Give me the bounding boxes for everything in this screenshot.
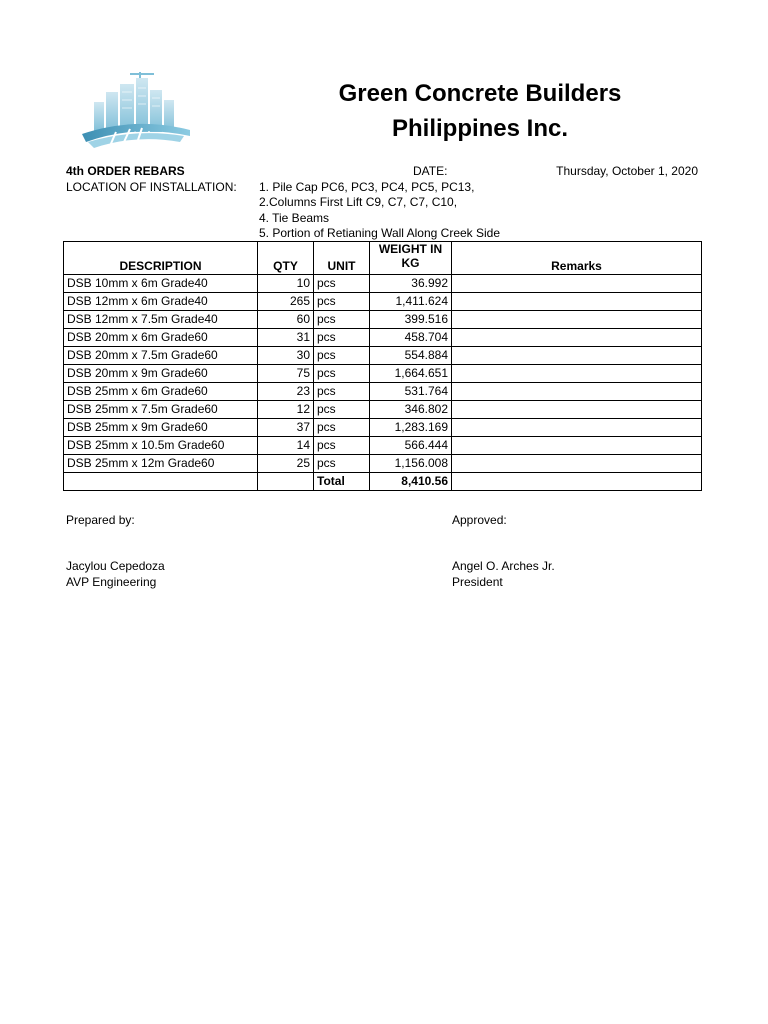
column-header-remarks: Remarks (452, 242, 702, 275)
company-name-line2: Philippines Inc. (391, 115, 569, 142)
cell-remarks (452, 329, 702, 347)
table-row (64, 311, 702, 329)
cell-weight: 399.516 (370, 311, 452, 329)
approved-by-title: President (452, 575, 503, 589)
cell-description: DSB 20mm x 7.5m Grade60 (64, 347, 258, 365)
cell-description: DSB 20mm x 6m Grade60 (64, 329, 258, 347)
cell-description: DSB 25mm x 12m Grade60 (64, 455, 258, 473)
column-header-weight-line1: WEIGHT IN (378, 242, 443, 256)
table-row (64, 365, 702, 383)
approved-by-name: Angel O. Arches Jr. (452, 559, 555, 573)
location-item: 4. Tie Beams (259, 211, 330, 225)
prepared-by-name: Jacylou Cepedoza (66, 559, 165, 573)
table-row (64, 347, 702, 365)
cell-qty: 31 (258, 329, 314, 347)
cell-empty (258, 473, 314, 491)
cell-empty (64, 473, 258, 491)
location-item: 2.Columns First Lift C9, C7, C7, C10, (259, 195, 458, 209)
cell-unit: pcs (314, 347, 370, 365)
cell-unit: pcs (314, 383, 370, 401)
column-header-unit: UNIT (314, 242, 370, 275)
cell-unit: pcs (314, 419, 370, 437)
rebar-order-table (63, 241, 702, 491)
cell-unit: pcs (314, 293, 370, 311)
cell-weight: 1,156.008 (370, 455, 452, 473)
cell-qty: 75 (258, 365, 314, 383)
cell-remarks (452, 437, 702, 455)
cell-weight: 458.704 (370, 329, 452, 347)
location-label: LOCATION OF INSTALLATION: (66, 180, 237, 194)
cell-qty: 23 (258, 383, 314, 401)
date-value: Thursday, October 1, 2020 (556, 164, 698, 178)
cell-qty: 60 (258, 311, 314, 329)
cell-empty (452, 473, 702, 491)
location-item: 1. Pile Cap PC6, PC3, PC4, PC5, PC13, (259, 180, 475, 194)
cell-weight: 531.764 (370, 383, 452, 401)
cell-remarks (452, 455, 702, 473)
cell-weight: 566.444 (370, 437, 452, 455)
table-row (64, 275, 702, 293)
cell-description: DSB 12mm x 7.5m Grade40 (64, 311, 258, 329)
order-title: 4th ORDER REBARS (66, 164, 185, 178)
table-row (64, 455, 702, 473)
column-header-weight-line2: KG (401, 256, 420, 270)
cell-weight: 346.802 (370, 401, 452, 419)
company-name (300, 76, 660, 146)
company-name-line1: Green Concrete Builders (338, 80, 622, 107)
cell-weight: 1,411.624 (370, 293, 452, 311)
table-row (64, 383, 702, 401)
cell-unit: pcs (314, 329, 370, 347)
table-row (64, 329, 702, 347)
cell-weight: 1,664.651 (370, 365, 452, 383)
column-header-qty: QTY (258, 242, 314, 275)
cell-description: DSB 10mm x 6m Grade40 (64, 275, 258, 293)
cell-remarks (452, 383, 702, 401)
cell-weight: 36.992 (370, 275, 452, 293)
cell-qty: 30 (258, 347, 314, 365)
cell-qty: 25 (258, 455, 314, 473)
table-total-row (64, 473, 702, 491)
column-header-weight (370, 242, 452, 275)
table-header-row (64, 242, 702, 275)
prepared-by-label: Prepared by: (66, 513, 135, 527)
cell-remarks (452, 293, 702, 311)
cell-unit: pcs (314, 275, 370, 293)
cell-description: DSB 25mm x 9m Grade60 (64, 419, 258, 437)
cell-remarks (452, 347, 702, 365)
total-label: Total (314, 473, 370, 491)
table-row (64, 293, 702, 311)
cell-description: DSB 25mm x 10.5m Grade60 (64, 437, 258, 455)
cell-remarks (452, 365, 702, 383)
company-logo (80, 72, 192, 152)
column-header-description: DESCRIPTION (64, 242, 258, 275)
cell-qty: 37 (258, 419, 314, 437)
prepared-by-title: AVP Engineering (66, 575, 157, 589)
cell-description: DSB 20mm x 9m Grade60 (64, 365, 258, 383)
approved-label: Approved: (452, 513, 507, 527)
cell-weight: 554.884 (370, 347, 452, 365)
cell-description: DSB 25mm x 6m Grade60 (64, 383, 258, 401)
cell-qty: 265 (258, 293, 314, 311)
cell-remarks (452, 275, 702, 293)
cell-unit: pcs (314, 311, 370, 329)
table-row (64, 419, 702, 437)
cell-weight: 1,283.169 (370, 419, 452, 437)
cell-qty: 14 (258, 437, 314, 455)
city-skyline-logo-icon (80, 72, 192, 152)
cell-remarks (452, 419, 702, 437)
cell-description: DSB 12mm x 6m Grade40 (64, 293, 258, 311)
cell-unit: pcs (314, 437, 370, 455)
date-label: DATE: (413, 164, 448, 178)
cell-qty: 10 (258, 275, 314, 293)
cell-unit: pcs (314, 401, 370, 419)
table-row (64, 401, 702, 419)
total-weight: 8,410.56 (370, 473, 452, 491)
cell-remarks (452, 401, 702, 419)
cell-remarks (452, 311, 702, 329)
cell-qty: 12 (258, 401, 314, 419)
cell-unit: pcs (314, 365, 370, 383)
table-row (64, 437, 702, 455)
cell-unit: pcs (314, 455, 370, 473)
location-item: 5. Portion of Retianing Wall Along Creek Side (259, 226, 501, 240)
cell-description: DSB 25mm x 7.5m Grade60 (64, 401, 258, 419)
